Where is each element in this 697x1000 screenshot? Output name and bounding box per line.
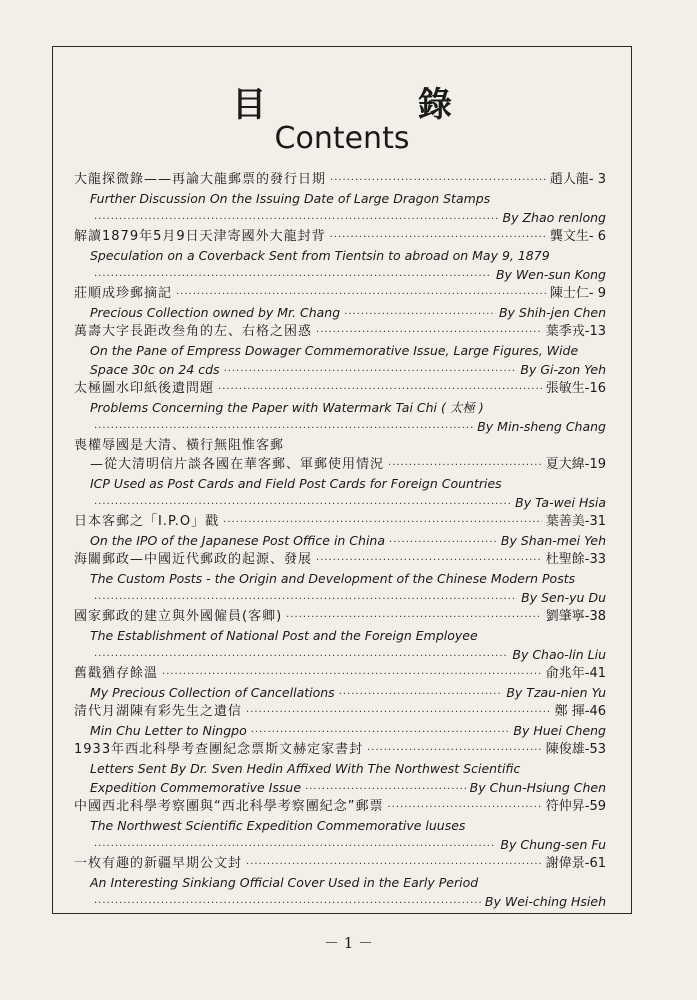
author-page-zh: 杜聖餘-33	[545, 552, 606, 567]
author-page-zh: 夏大緯-19	[545, 457, 606, 472]
leader-dots	[344, 305, 495, 322]
toc-entry-en[interactable]	[74, 531, 606, 550]
toc-entry-zh[interactable]	[74, 170, 606, 189]
author-page-zh: 葉季戎-13	[545, 324, 606, 339]
author-en: By Tzau-nien Yu	[506, 685, 606, 700]
leader-dots	[251, 723, 510, 740]
entry-title-zh: 海關郵政—中國近代郵政的起源、發展	[74, 552, 313, 567]
entry-title-en-cont: Expedition Commemorative Issue	[90, 780, 302, 795]
toc-entry-en[interactable]	[74, 873, 606, 892]
toc-entry-en[interactable]	[74, 816, 606, 835]
entry-title-en: Problems Concerning the Paper with Watermark Tai Chi ( 太極 )	[90, 400, 484, 415]
leader-dots	[316, 323, 542, 341]
author-en: By Sen-yu Du	[521, 590, 606, 605]
author-en: By Shan-mei Yeh	[500, 533, 606, 548]
toc-entry-en[interactable]	[74, 189, 606, 208]
title-chinese: 目 錄	[232, 85, 522, 125]
author-en: By Chao-lin Liu	[512, 647, 606, 662]
leader-dots	[94, 419, 473, 436]
author-page-zh: 符仲昇-59	[545, 799, 606, 814]
toc-entry-author	[74, 645, 606, 664]
leader-dots	[224, 362, 517, 379]
toc-entry-author	[74, 208, 606, 227]
toc-entry-author	[74, 493, 606, 512]
leader-dots	[94, 837, 496, 854]
leader-dots	[286, 608, 542, 626]
entry-title-zh: 中國西北科學考察團與“西北科學考察團紀念”郵票	[74, 799, 384, 814]
leader-dots	[218, 380, 542, 398]
leader-dots	[223, 513, 542, 531]
author-en: By Ta-wei Hsia	[515, 495, 606, 510]
leader-dots	[339, 685, 503, 702]
toc-entry-zh[interactable]	[74, 854, 606, 873]
title-english: Contents	[274, 121, 410, 156]
leader-dots	[367, 741, 542, 759]
toc-entry-zh[interactable]	[74, 797, 606, 816]
leader-dots	[94, 647, 508, 664]
author-page-zh: 龔文生- 6	[549, 229, 606, 244]
toc-entry-zh[interactable]	[74, 550, 606, 569]
author-page-zh: 趙人龍- 3	[549, 172, 606, 187]
entry-title-zh: 日本客郵之「I.P.O」戳	[74, 514, 220, 529]
author-en: By Min-sheng Chang	[477, 419, 606, 434]
entry-title-zh: 一枚有趣的新疆早期公文封	[74, 856, 243, 871]
author-en: By Chung-sen Fu	[500, 837, 606, 852]
entry-title-zh: 萬壽大字長距改叁角的左、右格之困惑	[74, 324, 313, 339]
entry-title-en: The Custom Posts - the Origin and Development of the Chinese Modern Posts	[90, 571, 576, 586]
entry-title-en: The Northwest Scientific Expedition Commemorative luuses	[90, 818, 466, 833]
leader-dots	[176, 285, 546, 303]
leader-dots	[94, 495, 511, 512]
entry-title-en: The Establishment of National Post and the Foreign Employee	[90, 628, 478, 643]
leader-dots	[246, 855, 542, 873]
toc-entry-en[interactable]	[74, 626, 606, 645]
toc-entry-en[interactable]	[74, 360, 606, 379]
toc-entry-author	[74, 265, 606, 284]
toc-entry-zh[interactable]	[74, 607, 606, 626]
entry-title-en: On the IPO of the Japanese Post Office in China	[90, 533, 386, 548]
entry-title-en: My Precious Collection of Cancellations	[90, 685, 335, 700]
author-page-zh: 陳俊雄-53	[545, 742, 606, 757]
leader-dots	[330, 228, 546, 246]
leader-dots	[246, 703, 551, 721]
toc-entry-author	[74, 835, 606, 854]
leader-dots	[388, 456, 542, 474]
author-en: By Gi-zon Yeh	[520, 362, 606, 377]
author-page-zh: 劉肇寧-38	[545, 609, 606, 624]
toc-entry-zh[interactable]	[74, 740, 606, 759]
entry-title-zh: 莊順成珍郵摘記	[74, 286, 173, 301]
entry-title-zh: 清代月湖陳有彩先生之遺信	[74, 704, 243, 719]
toc-entry-en[interactable]	[74, 778, 606, 797]
leader-dots	[387, 798, 541, 816]
toc-entry-zh[interactable]	[74, 379, 606, 398]
toc-entry-zh[interactable]	[74, 436, 606, 455]
toc-entry-en[interactable]	[74, 303, 606, 322]
entry-title-zh: 舊戳猶存餘溫	[74, 666, 159, 681]
author-en: By Zhao renlong	[502, 210, 606, 225]
entry-title-zh: 國家郵政的建立與外國僱員(客卿)	[74, 609, 283, 624]
leader-dots	[94, 210, 499, 227]
entry-subtitle-zh: —從大清明信片談各國在華客郵、軍郵使用情況	[90, 457, 385, 472]
leader-dots	[316, 551, 542, 569]
toc-entry-zh[interactable]	[74, 284, 606, 303]
toc-entry-en[interactable]	[74, 721, 606, 740]
leader-dots	[94, 590, 517, 607]
entry-title-en: Letters Sent By Dr. Sven Hedin Affixed With The Northwest Scientific	[90, 761, 521, 776]
toc-entry-en[interactable]	[74, 759, 606, 778]
leader-dots	[94, 894, 481, 911]
toc-entry-en[interactable]	[74, 398, 606, 417]
author-page-zh: 鄭 揮-46	[554, 704, 606, 719]
entry-title-en: On the Pane of Empress Dowager Commemorative Issue, Large Figures, Wide	[90, 343, 579, 358]
toc-entry-en[interactable]	[74, 246, 606, 265]
toc-entry-author	[74, 417, 606, 436]
author-page-zh: 張敏生-16	[545, 381, 606, 396]
author-page-zh: 俞兆年-41	[545, 666, 606, 681]
author-page-zh: 葉善美-31	[545, 514, 606, 529]
toc-entry-en[interactable]	[74, 341, 606, 360]
toc-entry-en[interactable]	[74, 569, 606, 588]
entry-title-en: Min Chu Letter to Ningpo	[90, 723, 247, 738]
toc-entry-zh[interactable]	[74, 512, 606, 531]
toc-entry-zh[interactable]	[74, 664, 606, 683]
toc-entry-en[interactable]	[74, 474, 606, 493]
author-en: By Chun-Hsiung Chen	[469, 780, 606, 795]
author-page-zh: 陳士仁- 9	[549, 286, 606, 301]
leader-dots	[162, 665, 542, 683]
page-number: － 1 －	[323, 934, 374, 952]
entry-title-en-cont: Space 30c on 24 cds	[90, 362, 220, 377]
toc-entry-author	[74, 892, 606, 911]
leader-dots	[94, 267, 492, 284]
author-en: By Wei-ching Hsieh	[484, 894, 606, 909]
entry-title-zh: 1933年西北科學考查團紀念票斯文赫定家書封	[74, 742, 364, 757]
toc-entry-author	[74, 588, 606, 607]
toc-entry-zh-sub[interactable]	[74, 455, 606, 474]
entry-title-zh: 太極圖水印紙後遺問題	[74, 381, 215, 396]
author-en: By Wen-sun Kong	[495, 267, 606, 282]
author-page-zh: 謝偉景-61	[545, 856, 606, 871]
entry-title-en: Speculation on a Coverback Sent from Tientsin to abroad on May 9, 1879	[90, 248, 550, 263]
entry-title-zh: 喪權辱國是大清、橫行無阻惟客郵	[74, 438, 285, 453]
entry-title-en: An Interesting Sinkiang Official Cover Used in the Early Period	[90, 875, 479, 890]
toc-entry-zh[interactable]	[74, 322, 606, 341]
entry-title-zh: 大龍探微錄——再論大龍郵票的發行日期	[74, 172, 327, 187]
leader-dots	[330, 171, 546, 189]
author-en: By Huei Cheng	[513, 723, 606, 738]
author-en: By Shih-jen Chen	[498, 305, 606, 320]
entry-title-en: ICP Used as Post Cards and Field Post Cards for Foreign Countries	[90, 476, 502, 491]
entry-title-en: Precious Collection owned by Mr. Chang	[90, 305, 341, 320]
toc-entry-zh[interactable]	[74, 227, 606, 246]
toc-entry-en[interactable]	[74, 683, 606, 702]
leader-dots	[305, 780, 466, 797]
leader-dots	[389, 533, 497, 550]
toc-entry-zh[interactable]	[74, 702, 606, 721]
toc-list	[74, 170, 606, 911]
entry-title-zh: 解讀1879年5月9日天津寄國外大龍封背	[74, 229, 326, 244]
entry-title-en: Further Discussion On the Issuing Date of Large Dragon Stamps	[90, 191, 491, 206]
